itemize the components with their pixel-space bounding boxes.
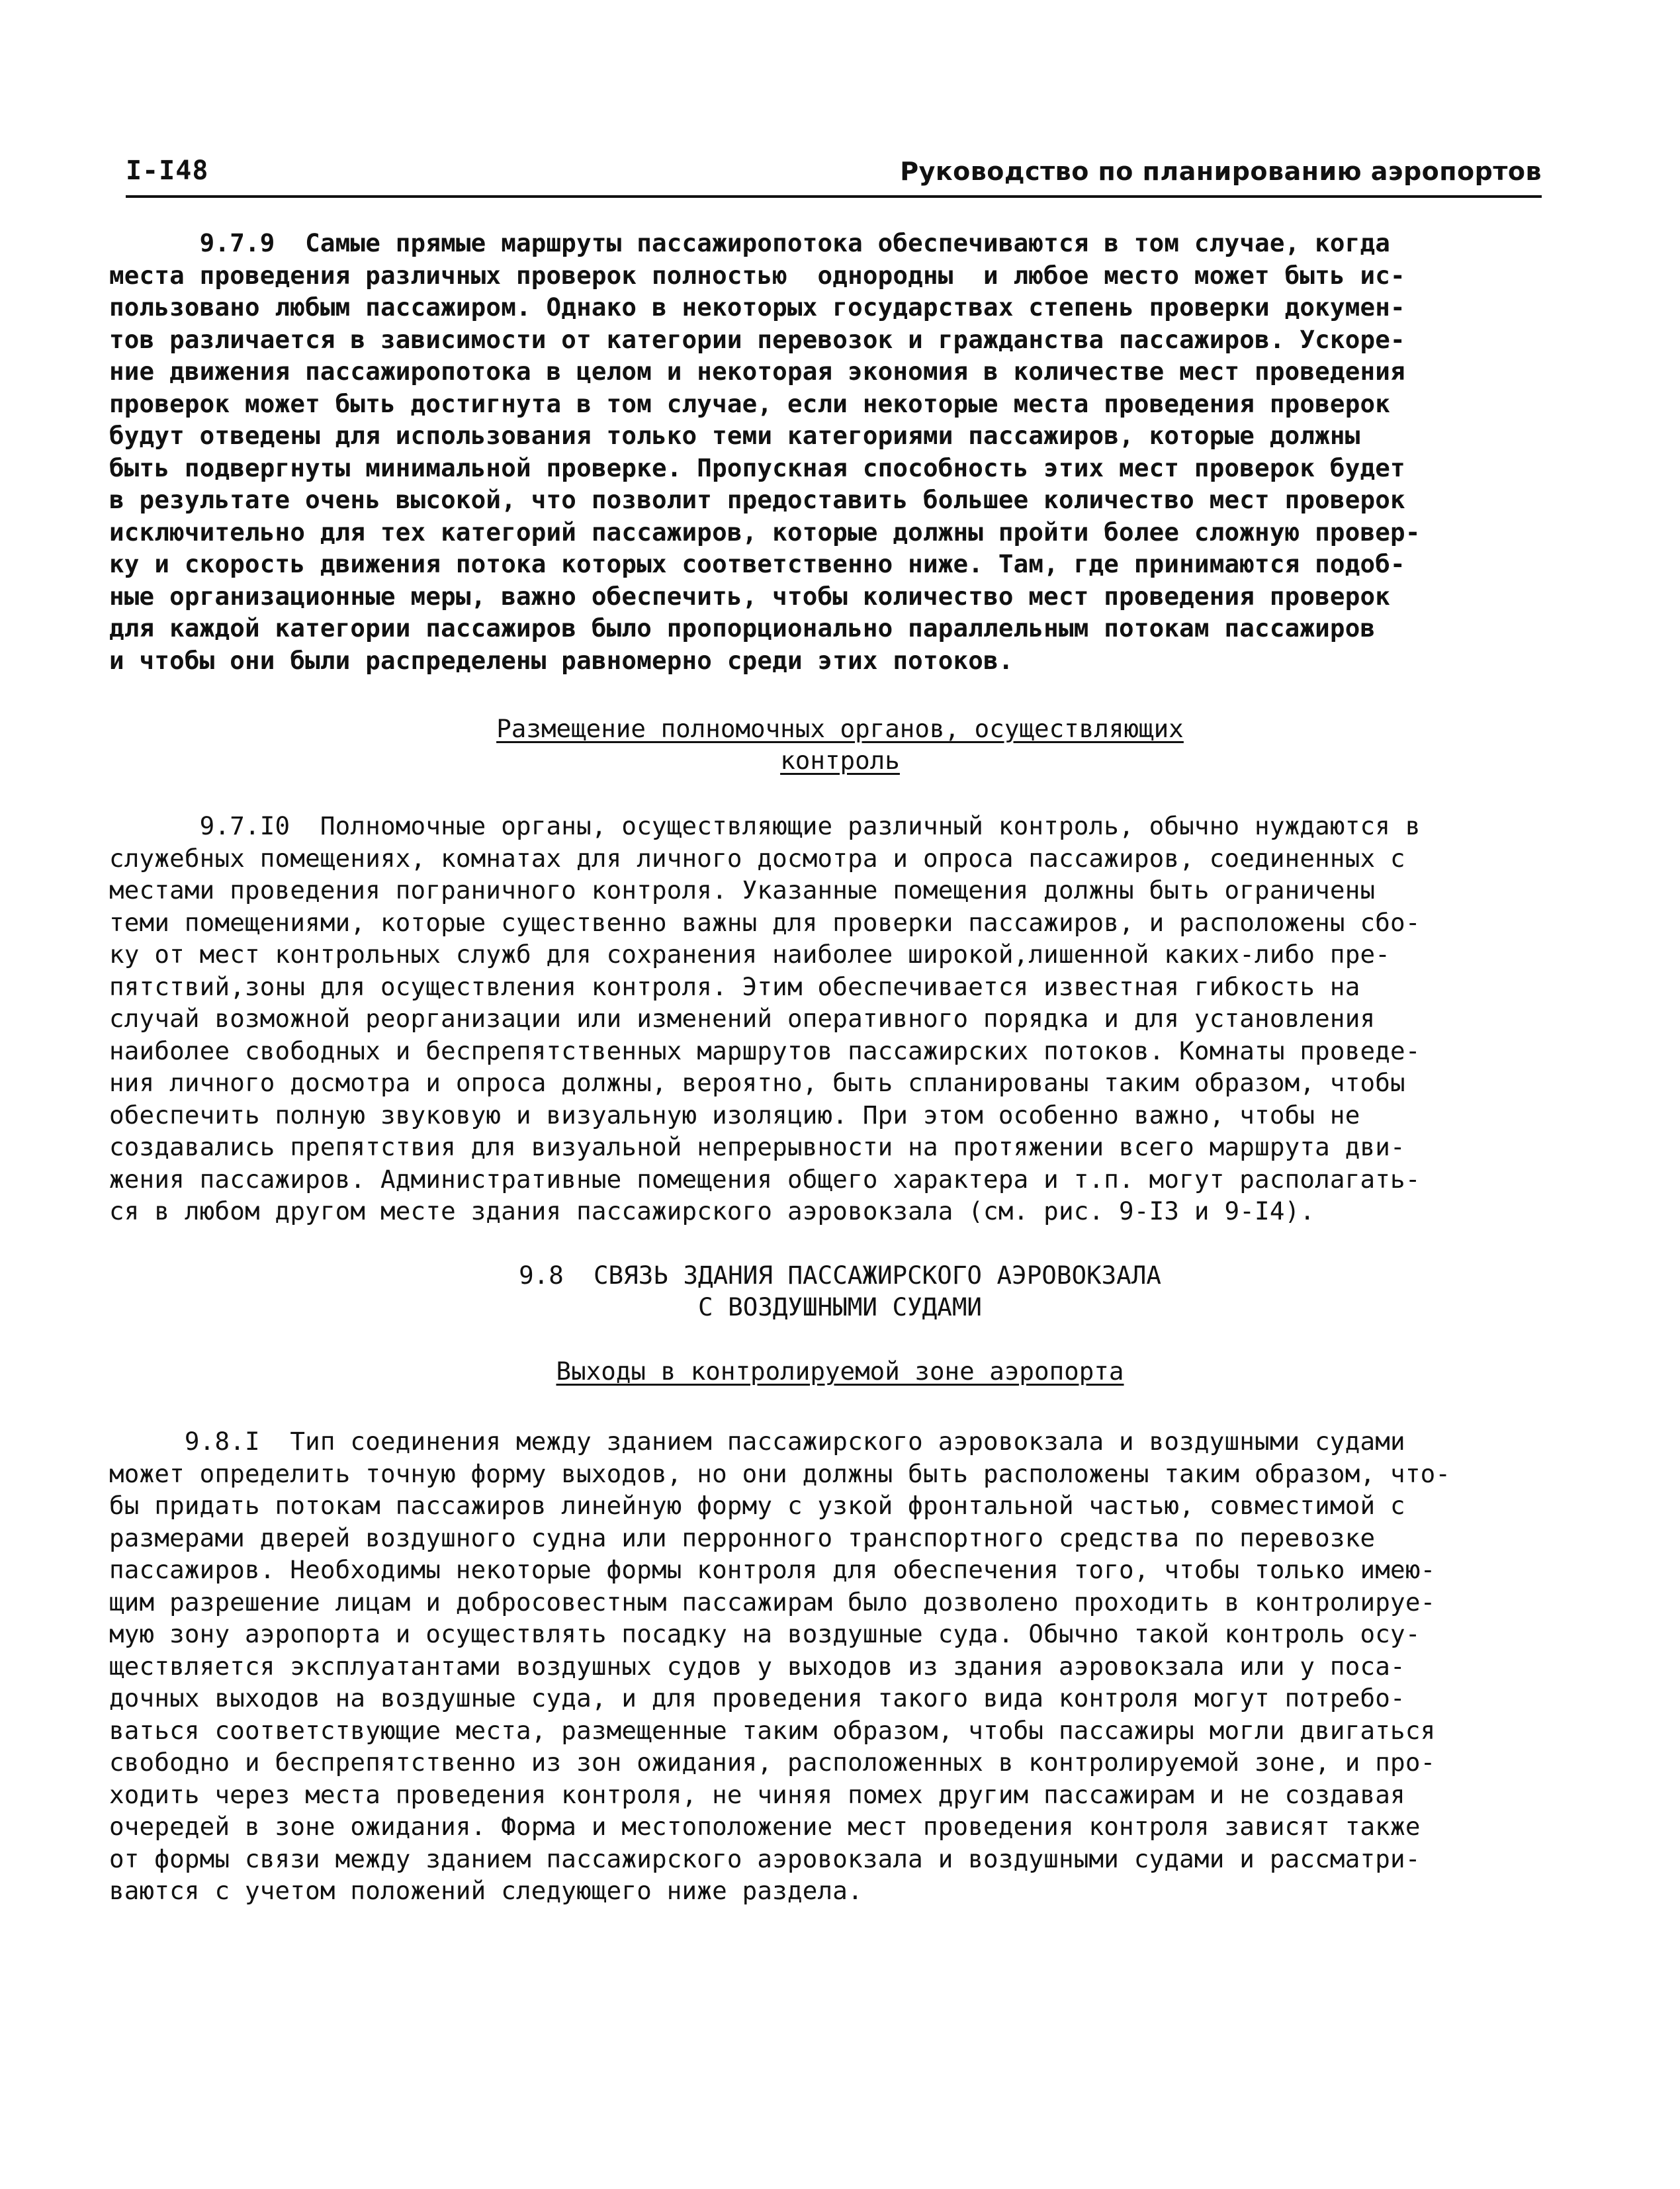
subheading-line: Размещение полномочных органов, осуществляющих [496,714,1184,743]
paragraph-line: быть подвергнуты минимальной проверке. Пропускная способность этих мест проверок будет [109,453,1405,482]
paragraph-line: местами проведения пограничного контроля. Указанные помещения должны быть ограничены [109,875,1376,905]
paragraph-line: пользовано любым пассажиром. Однако в некоторых государствах степень проверки докумен- [109,292,1405,322]
paragraph-line: ваются с учетом положений следующего ниже раздела. [109,1876,863,1905]
paragraph-line: 9.7.I0 Полномочные органы, осуществляющие различный контроль, обычно нуждаются в [109,811,1421,840]
paragraph-line: будут отведены для использования только теми категориями пассажиров, которые должны [109,421,1360,450]
page-number: I-I48 [126,156,209,186]
paragraph-line: проверок может быть достигнута в том случае, если некоторые места проведения проверок [109,388,1391,418]
paragraph-line: ные организационные меры, важно обеспечить, чтобы количество мест проведения проверок [109,581,1391,611]
subheading-line: Выходы в контролируемой зоне аэропорта [556,1357,1124,1386]
paragraph-line: от формы связи между зданием пассажирского аэровокзала и воздушными судами и рассматри- [109,1844,1421,1873]
paragraph-line: ваться соответствующие места, размещенные таким образом, чтобы пассажиры могли двигаться [109,1715,1436,1745]
paragraph-line: в результате очень высокой, что позволит предоставить большее количество мест проверок [109,485,1405,514]
paragraph-line: ществляется эксплуатантами воздушных судов у выходов из здания аэровокзала или у поса- [109,1651,1405,1681]
paragraph-line: жения пассажиров. Административные помещения общего характера и т.п. могут располагать- [109,1164,1421,1194]
subheading-controlled-zone-exits [0,1355,1680,1387]
paragraph-line: свободно и беспрепятственно из зон ожидания, расположенных в контролируемой зоне, и про- [109,1748,1436,1777]
paragraph-line: служебных помещениях, комнатах для личного досмотра и опроса пассажиров, соединенных с [109,843,1405,873]
paragraph-line: ние движения пассажиропотока в целом и некоторая экономия в количестве мест проведения [109,357,1405,386]
paragraph-line: может определить точную форму выходов, но они должны быть расположены таким образом, что- [109,1458,1451,1488]
paragraph-line: ходить через места проведения контроля, не чиняя помех другим пассажирам и не создавая [109,1779,1405,1809]
subheading-line: контроль [780,746,900,775]
paragraph-line: очередей в зоне ожидания. Форма и местоположение мест проведения контроля зависят также [109,1812,1421,1841]
paragraph-line: места проведения различных проверок полностью однородны и любое место может быть ис- [109,260,1405,290]
subheading-authorities-placement [0,713,1680,776]
paragraph-9-8-1 [109,1425,1552,1907]
paragraph-line: ку от мест контрольных служб для сохранения наиболее широкой,лишенной каких-либо пре- [109,940,1391,969]
paragraph-line: создавались препятствия для визуальной непрерывности на протяжении всего маршрута дви- [109,1132,1405,1161]
paragraph-line: ния личного досмотра и опроса должны, вероятно, быть спланированы таким образом, чтобы [109,1068,1405,1097]
paragraph-line: исключительно для тех категорий пассажиров, которые должны пройти более сложную провер- [109,517,1421,547]
section-heading-line: С ВОЗДУШНЫМИ СУДАМИ [698,1292,982,1321]
paragraph-line: 9.7.9 Самые прямые маршруты пассажиропотока обеспечиваются в том случае, когда [109,228,1391,257]
paragraph-line: для каждой категории пассажиров было пропорционально параллельным потокам пассажиров [109,613,1376,643]
paragraph-line: бы придать потокам пассажиров линейную форму с узкой фронтальной частью, совместимой с [109,1491,1405,1520]
paragraph-line: наиболее свободных и беспрепятственных маршрутов пассажирских потоков. Комнаты проведе- [109,1036,1421,1065]
paragraph-line: дочных выходов на воздушные суда, и для проведения такого вида контроля могут потребо- [109,1683,1405,1713]
section-heading-9-8 [0,1259,1680,1323]
paragraph-line: ся в любом другом месте здания пассажирского аэровокзала (см. рис. 9-I3 и 9-I4). [109,1196,1315,1226]
paragraph-line: пятствий,зоны для осуществления контроля. Этим обеспечивается известная гибкость на [109,971,1360,1001]
paragraph-line: пассажиров. Необходимы некоторые формы контроля для обеспечения того, чтобы только имею- [109,1555,1436,1584]
paragraph-line: и чтобы они были распределены равномерно среди этих потоков. [109,645,1014,675]
paragraph-line: щим разрешение лицам и добросовестным пассажирам было дозволено проходить в контролируе- [109,1587,1436,1617]
paragraph-line: случай возможной реорганизации или изменений оперативного порядка и для установления [109,1004,1376,1033]
paragraph-9-7-10 [109,810,1552,1228]
paragraph-line: ку и скорость движения потока которых соответственно ниже. Там, где принимаются подоб- [109,549,1405,578]
paragraph-line: 9.8.I Тип соединения между зданием пассажирского аэровокзала и воздушными судами [109,1427,1405,1456]
paragraph-line: мую зону аэропорта и осуществлять посадку на воздушные суда. Обычно такой контроль осу- [109,1619,1421,1648]
section-heading-line: 9.8 СВЯЗЬ ЗДАНИЯ ПАССАЖИРСКОГО АЭРОВОКЗАЛА [519,1261,1161,1290]
paragraph-line: теми помещениями, которые существенно важны для проверки пассажиров, и расположены сбо- [109,907,1421,937]
running-title: Руководство по планированию аэропортов [900,157,1542,186]
paragraph-line: обеспечить полную звуковую и визуальную изоляцию. При этом особенно важно, чтобы не [109,1100,1360,1130]
page-header [126,156,1542,198]
paragraph-line: тов различается в зависимости от категории перевозок и гражданства пассажиров. Ускоре- [109,324,1405,354]
paragraph-line: размерами дверей воздушного судна или перронного транспортного средства по перевозке [109,1523,1376,1552]
paragraph-9-7-9 [109,227,1552,676]
